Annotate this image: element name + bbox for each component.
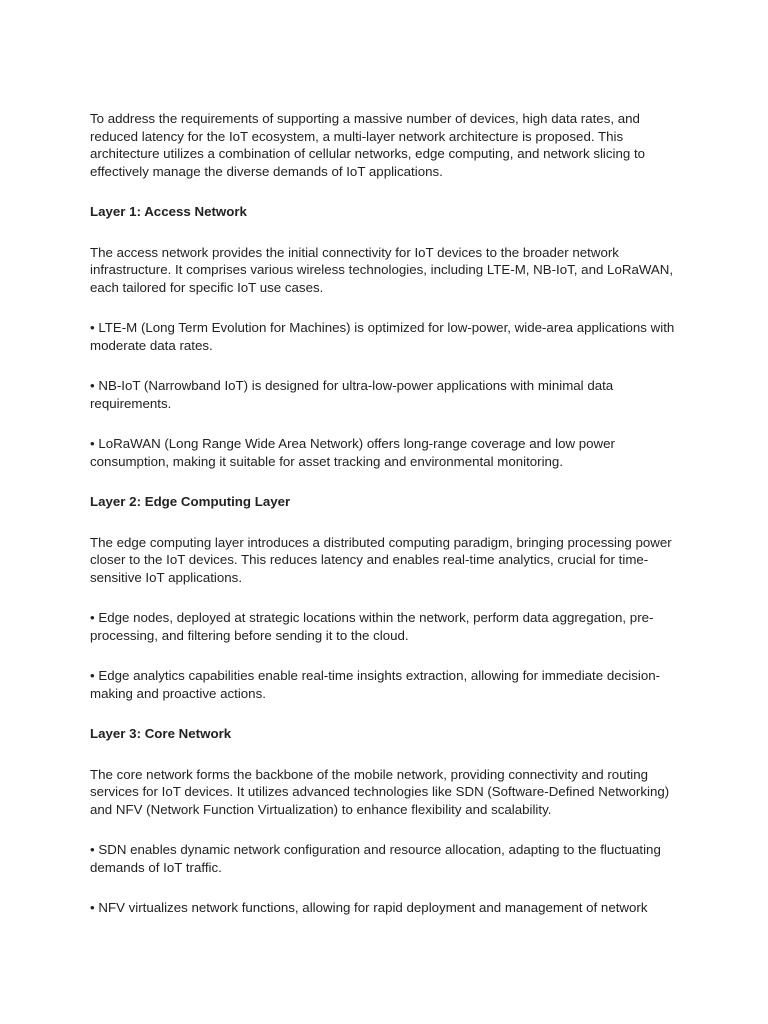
layer1-bullet-lte-m: • LTE-M (Long Term Evolution for Machines) is optimized for low-power, wide-area applications with moderate data rates.	[90, 320, 675, 353]
layer3-bullet-sdn: • SDN enables dynamic network configuration and resource allocation, adapting to the fluctuating demands of IoT traffic.	[90, 842, 661, 875]
layer1-heading: Layer 1: Access Network	[90, 204, 247, 219]
document-page	[90, 110, 686, 940]
layer1-bullet-lorawan: • LoRaWAN (Long Range Wide Area Network) offers long-range coverage and low power consumption, making it suitable for asset tracking and environmental monitoring.	[90, 436, 615, 469]
layer2-bullet-edge-nodes: • Edge nodes, deployed at strategic locations within the network, perform data aggregation, pre-processing, and filtering before sending it to the cloud.	[90, 610, 654, 643]
intro-paragraph: To address the requirements of supporting a massive number of devices, high data rates, and reduced latency for the IoT ecosystem, a multi-layer network architecture is proposed. This architecture utilizes a combination of cellular networks, edge computing, and network slicing to effectively manage the diverse demands of IoT applications.	[90, 111, 646, 179]
layer1-bullet-nb-iot: • NB-IoT (Narrowband IoT) is designed for ultra-low-power applications with minimal data requirements.	[90, 378, 614, 411]
layer2-bullet-edge-analytics: • Edge analytics capabilities enable real-time insights extraction, allowing for immediate decision-making and proactive actions.	[90, 668, 661, 701]
layer3-heading: Layer 3: Core Network	[90, 726, 232, 741]
layer1-body: The access network provides the initial connectivity for IoT devices to the broader network infrastructure. It comprises various wireless technologies, including LTE-M, NB-IoT, and LoRaWAN, each tailored for specific IoT use cases.	[90, 244, 674, 295]
layer3-body: The core network forms the backbone of the mobile network, providing connectivity and routing services for IoT devices. It utilizes advanced technologies like SDN (Software-Defined Networking) and NFV (Network Function Virtualization) to enhance flexibility and scalability.	[90, 766, 670, 817]
layer3-bullet-nfv: • NFV virtualizes network functions, allowing for rapid deployment and management of network	[90, 900, 648, 915]
layer2-body: The edge computing layer introduces a distributed computing paradigm, bringing processing power closer to the IoT devices. This reduces latency and enables real-time analytics, crucial for time-sensitive IoT applications.	[90, 534, 672, 585]
layer2-heading: Layer 2: Edge Computing Layer	[90, 494, 291, 509]
